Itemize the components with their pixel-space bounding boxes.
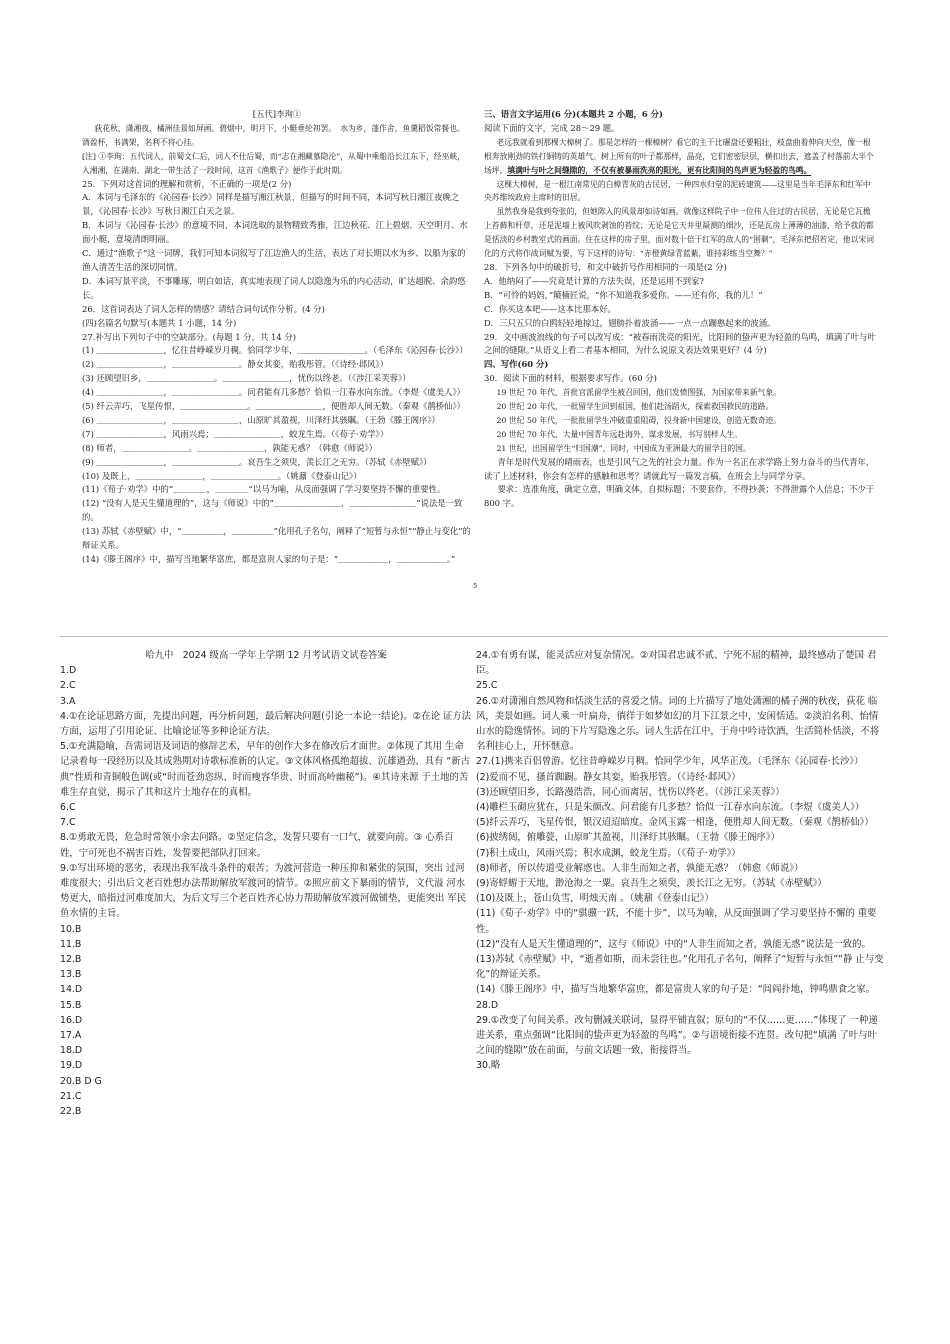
- page-number: 5: [473, 582, 478, 590]
- answer-item: (12)“没有人是天生懂道理的”，这与《师说》中的“人非生而知之者，孰能无惑”说法是一致的。 (13)苏轼《赤壁赋》中，“逝者如斯，而未尝往也。”化用孔子名句，阐释了“短暂与永恒”“静 止与变化”的辩证关系。: [476, 938, 884, 981]
- dictation-item: (1) ＿＿＿＿＿＿＿＿，忆往昔峥嵘岁月稠。恰同学少年，＿＿＿＿＿＿＿＿。（毛泽东《沁园春·长沙》）: [82, 345, 468, 356]
- answer-item: 6.C: [60, 802, 76, 814]
- question-30-stem: 30．阅读下面的材料，根据要求写作。(60 分): [484, 373, 657, 384]
- answer-item: 29.①改变了句间关系。改句删减关联词，显得平铺直叙；原句的“不仅……更……”体现了 一种递进关系，重点强调“比阳间的蛰声更为轻盈的鸟鸣”。②与语境衔接不连贯。改句把“填满 了叶与叶之间的缝隙”放在前面，与前文话题一致，衔接得当。: [476, 1014, 878, 1057]
- question-28-option: A．他纳闷了——究竟是计算的方法失误，还是运用不到家?: [484, 275, 704, 286]
- dictation-item: (13) 苏轼《赤壁赋》中，“＿＿＿＿＿，＿＿＿＿＿”化用孔子名句，阐释了“短暂与永恒”“静止与变化”的辩证关系。: [82, 526, 471, 551]
- section-4-writing-heading: 四、写作(60 分): [484, 359, 549, 370]
- answer-item: 28.D: [476, 999, 499, 1011]
- dictation-item: (5) 纤云弄巧，飞星传恨，＿＿＿＿＿＿＿＿。＿＿＿＿＿＿＿＿，便胜却人间无数。（秦观《鹊桥仙》）: [82, 401, 466, 412]
- dictation-item: (11)《荀子·劝学》中的“＿＿＿＿，＿＿＿＿”以马为喻，从反面强调了学习要坚持不懈的重要性。: [82, 484, 446, 495]
- answer-item: (11)《荀子·劝学》中的“骐骥一跃，不能十步”，以马为喻，从反面强调了学习要坚持不懈的 重要性。: [476, 908, 877, 935]
- answer-item: 8.①勇敢无畏，危急时常领小余去问路。②坚定信念，发誓只要有一口气，就要向前。③ 心系百姓，宁可死也不祸害百姓，发誓要把部队打回来。: [60, 832, 454, 859]
- exam-right-column: [484, 108, 876, 511]
- answer-key-right: [476, 648, 886, 1074]
- writing-requirements: 要求：选准角度，确定立意，明确文体，自拟标题；不要套作，不得抄袭；不得泄露个人信息；不少于 800 字。: [484, 484, 875, 509]
- answer-item: 14.D: [60, 984, 83, 996]
- question-25-stem: 25．下列对这首词的理解和赏析，不正确的一项是(2 分): [82, 178, 292, 189]
- answer-item: 19.D: [60, 1060, 83, 1072]
- poem-text: 荻花秋，潇湘夜，橘洲佳景如屏画。碧烟中，明月下，小艇垂纶初罢。 水为乡，蓬作舍，鱼羹稻饭常餐也。酒盈杯，书满架，名利不将心挂。: [82, 123, 465, 147]
- answer-item: 12.B: [60, 954, 82, 966]
- answer-item: 15.B: [60, 999, 82, 1011]
- section-4-heading: (四)名篇名句默写(本题共 1 小题，14 分): [82, 317, 237, 328]
- question-26: 26．这首词表达了词人怎样的情感？请结合词句试作分析。(4 分): [82, 303, 325, 314]
- answer-item: 5.①充满隐喻，吾需词语及词语的修辞艺术，早年的创作大多在修改后才面世。②体现了其用 生命记录着每一段经历以及其成熟期对诗歌标准新的认定。③文体风格孤绝超拔、沉雄遒劲、具有 “新古典”性质和青铜般色调(或“时而苍劲恣纵、时而瘦容华贵、时而高岭幽秘”)。④其诗来源 于土地的苦难生存直觉，揭示了其和这片土地存在的真相。: [60, 741, 470, 798]
- page-divider: [60, 636, 888, 637]
- answer-item: 18.D: [60, 1045, 83, 1057]
- answer-key-left: [60, 648, 472, 1119]
- answer-item: (14)《滕王阁序》中，描写当地繁华富庶，都是富贵人家的句子是：“闾阎扑地，钟鸣鼎食之家。: [476, 984, 876, 996]
- answer-item: 10.B: [60, 923, 82, 935]
- dictation-item: (3) 还顾望旧乡，＿＿＿＿＿＿＿＿。＿＿＿＿＿＿＿＿，忧伤以终老。（《涉江采芙蓉》）: [82, 373, 411, 384]
- question-28-option: C．你买这本吧——这本比那本好。: [484, 303, 617, 314]
- material-line: 21 世纪，出国留学生“归国潮”，同时，中国成为亚洲最大的留学目的国。: [496, 443, 751, 453]
- material-line: 19 世纪 70 年代，首批官派留学生被召回国，他们发愤图强，为国家带来新气象。: [496, 388, 782, 398]
- dictation-item: (7) ＿＿＿＿＿＿＿＿，风雨兴焉；＿＿＿＿＿＿＿＿，蛟龙生焉。（《荀子·劝学》）: [82, 428, 389, 439]
- dictation-item: (9) ＿＿＿＿＿＿＿＿，＿＿＿＿＿＿＿＿。哀吾生之须臾，羡长江之无穷。（苏轼《赤壁赋》）: [82, 456, 432, 467]
- answer-item: 13.B: [60, 969, 82, 981]
- question-25-option: B．本词与《沁园春·长沙》的意境不同，本词选取的景物精致秀雅，江边秋花、江上碧烟、天空明月、水面小艇，意境清朗明丽。: [82, 220, 468, 245]
- question-28-option: D．三只五只的白鸥轻轻地掠过，翅膀扑着波涌——一点一点蹦憨起来的波涌。: [484, 317, 776, 328]
- question-25-option: A．本词与毛泽东的《沁园春·长沙》同样是描写湘江秋景，但描写的时间不同，本词写秋日湘江夜晚之景，《沁园春·长沙》写秋日湘江白天之景。: [82, 192, 460, 217]
- answer-item: 27.(1)携来百侣曾游。忆往昔峥嵘岁月稠。恰同学少年，风华正茂。（毛泽东《沁园春·长沙》）: [476, 756, 864, 768]
- dictation-item: (4) ＿＿＿＿＿＿＿＿，＿＿＿＿＿＿＿＿。问君能有几多愁？恰似一江春水向东流。（李煜《虞美人》）: [82, 387, 466, 398]
- dictation-item: (10) 及既上，＿＿＿＿＿＿＿＿，＿＿＿＿＿＿＿＿。（姚鼐《登泰山记》）: [82, 470, 362, 481]
- answer-item: (4)雕栏玉砌应犹在，只是朱颜改。问君能有几多愁？恰似一江春水向东流。（李煜《虞美人》）: [476, 802, 865, 814]
- answer-item: 20.B D G: [60, 1075, 102, 1087]
- answer-item: 7.C: [60, 817, 76, 829]
- dictation-item: (2) ＿＿＿＿＿＿＿＿，＿＿＿＿＿＿＿＿。静女其娈，贻我彤管。（《诗经·邶风》）: [82, 359, 389, 370]
- answer-item: (2)爱而不见，搔首踟蹰。静女其娈，贻我彤管。（《诗经·邶风》）: [476, 771, 741, 783]
- dictation-item: (6) ＿＿＿＿＿＿＿＿，＿＿＿＿＿＿＿＿，山原旷其盈视，川泽纡其骇瞩。（王勃《滕王阁序》）: [82, 414, 440, 425]
- passage-paragraph: [484, 136, 876, 178]
- passage-paragraph: 这棵大樟树，是一根江南常见的白樟青灰的古民居，一种四水归堂的泥砖建筑——这里是当年毛泽东和红军中央苏维埃政府主席时的旧居。: [484, 179, 871, 203]
- exam-left-column: [82, 108, 472, 567]
- answer-key-title: 哈九中 2024 级高一学年上学期 12 月考试语文试卷答案: [145, 650, 387, 661]
- answer-item: (7)积土成山，风雨兴焉；积水成渊，蛟龙生焉。（《荀子·劝学》）: [476, 847, 741, 859]
- answer-item: 3.A: [60, 695, 76, 707]
- writing-prompt: 青年是时代发展的晴雨表，也是引风气之先的社会力量。作为一名正在求学路上努力奋斗的当代青年，读了上述材料，你会有怎样的感触和思考？请就此写一篇发言稿，在班会上与同学分享。: [484, 456, 875, 481]
- poem-title: [五代]李珣①: [252, 109, 302, 119]
- question-29: 29．文中画波浪线的句子可以改写成：“被春雨洗亮的阳光，比阳间的蛰声更为轻盈的鸟鸣，填满了叶与叶之间的缝隙。”从语义上看二者基本相同，为什么说原文表达效果更好？(4 分): [484, 331, 876, 356]
- question-28-option: B．“可怜的妈妈，”簸楠匠说，“你不知道我多爱你。——还有你，我的儿！”: [484, 289, 763, 300]
- answer-item: (3)还顾望旧乡，长路漫浩浩，同心而离居，忧伤以终老。（《涉江采芙蓉》）: [476, 786, 785, 798]
- answer-item: 4.①在论证思路方面，先提出问题，再分析问题，最后解决问题(引论一本论一结论)。②在论 证方法方面，运用了引用论证、比喻论证等多种论证方法。: [60, 710, 472, 738]
- answer-item: 9.①写出环境的恶劣，表现出我军战斗条件的艰苦；为渡河营造一种压抑和紧张的氛围，突出 过河难度很大；引出后文老百姓想办法帮助解放军渡河的情节。②照应前文下暴雨的情节，文代溢 河水势更大，暗指过河难度加大，为后文写三个老百姓齐心协力帮助解放军渡河做铺垫，更能突出 军民鱼水情的主旨。: [60, 862, 467, 920]
- section-3-heading: 三、语言文字运用(6 分)(本题共 2 小题，6 分): [484, 109, 663, 119]
- dictation-item: (8) 师者，＿＿＿＿＿＿＿＿。＿＿＿＿＿＿＿＿，孰能无惑？（韩愈《师说》）: [82, 442, 378, 453]
- answer-item: 17.A: [60, 1030, 82, 1042]
- question-25-option: D．本词写景平淡，不事雕琢，明白如话，真实地表现了词人以隐逸为乐的内心活动，旷达超脱、余韵悠长。: [82, 275, 466, 300]
- wavy-underlined-sentence: 填满叶与叶之间缝隙的，不仅有被暴雨洗亮的阳光，更有比阳间的鸟声更为轻盈的鸟鸣。: [507, 165, 812, 175]
- material-line: 20 世纪 20 年代，一批留学生回到祖国，他们赴汤蹈火，探索救国救民的道路。: [496, 402, 774, 412]
- question-25-option: C．通过“渔歌子”这一词牌，我们可知本词叙写了江边渔人的生活，表达了对长期以水为乡、以船为家的渔人清苦生活的深切同情。: [82, 248, 466, 272]
- answer-item: 22.B: [60, 1106, 82, 1118]
- answer-item: 1.D: [60, 665, 77, 677]
- answer-item: 2.C: [60, 680, 76, 692]
- dictation-item: (14)《滕王阁序》中，描写当地繁华富庶，都是富贵人家的句子是：“＿＿＿＿＿＿，＿＿＿＿＿＿。”: [82, 554, 456, 564]
- question-28-stem: 28．下列各句中的破折号，和文中破折号作用相同的一项是(2 分): [484, 261, 727, 272]
- question-27-stem: 27.补写出下列句子中的空缺部分。(每题 1 分，共 14 分): [82, 331, 296, 342]
- answer-item: (5)纤云弄巧，飞星传恨，银汉迢迢暗度。金风玉露一相逢，便胜却人间无数。（秦观《鹊桥仙》）: [476, 817, 874, 829]
- answer-item: 11.B: [60, 938, 82, 950]
- answer-item: (9)寄蜉蝣于天地，渺沧海之一粟。哀吾生之须臾，羡长江之无穷。（苏轼《赤壁赋》）: [476, 878, 827, 890]
- answer-item: (10)及既上，苍山负雪，明烛天南 。（姚鼐《登泰山记》）: [476, 893, 714, 905]
- answer-item: 25.C: [476, 680, 498, 692]
- dictation-item: (12) “没有人是天生懂道理的”，这与《师说》中的“＿＿＿＿＿＿＿＿，＿＿＿＿＿＿＿＿”说法是一致的。: [82, 498, 463, 523]
- answer-item: (6)披绣闼，俯雕甍，山原旷其盈视，川泽纡其骇瞩。（王勃《滕王阁序》）: [476, 832, 780, 844]
- material-line: 20 世纪 70 年代，大量中国青年远赴海外，谋求发展，书写别样人生。: [496, 429, 743, 439]
- passage-text: 老远我就看到那棵大樟树了。那是怎样的一棵樟树？看它的主干比碾盘还要粗壮，枝盘曲着伸向天空，像一根根奔放刚劲的铁打铜铸的英雄气。树上所有的叶子都那样，晶亮，它们密密层层，横扣出去，遮盖了村落前大半个场坪，: [484, 137, 874, 175]
- poem-note: [注] ①李珣：五代词人，前蜀文仁后，词人不仕后蜀，而“志在湘藏慕隐沦”，从蜀中乘船沿长江东下，经巫峡，入湘湘，在湖南、湖北一带生活了一段时间，这首《渔歌子》便作于此时期。: [82, 151, 465, 175]
- answer-item: (8)师者，所以传道受业解惑也。人非生而知之者，孰能无惑？（韩愈《师说》）: [476, 862, 804, 874]
- material-line: 20 世纪 50 年代，一批批留学生冲破重重阻碍，投身新中国建设，创造无数奇迹。: [496, 415, 782, 425]
- answer-item: 16.D: [60, 1014, 83, 1026]
- passage-paragraph: 虽然我身是我到夸张的，但她陈入的风景却如诗如画。就像这样院子中一位伟人住过的古民居，无论是它瓦檐上苔藓和杆草，还是泥墙上被风吹剥蚀的苔纹；无论是它天井里凝测的细沙，还是瓦房上薄薄的油漆，给予我的都是恬淡的乡村教室式的画面。住在这样的房子里，面对数十倍于红军的敌人的“围剿”，毛泽东把招若定，他以宋词化的方式将作战词赋为要，写下这样的诗句：“赤橙黄绿青蓝紫，谁持彩练当空舞？”: [484, 207, 875, 259]
- answer-item: 26.①对潇湘自然风物和恬淡生活的喜爱之情。词的上片描写了地处潇湘的橘子洲的秋夜，荻花 临风，美景如画。词人乘一叶扁舟，徜徉于如梦如幻的月下江景之中，安闲恬适。②淡泊名利、怡情山水的隐逸情怀。词的下片写隐逸之乐。词人生活在江中，于舟中吟诗饮酒，生活简朴恬淡，不将名利挂心上，开怀惬意。: [476, 695, 880, 753]
- answer-item: 30.略: [476, 1060, 501, 1072]
- answer-item: 21.C: [60, 1090, 82, 1102]
- answer-item: 24.①有勇有谋，能灵活应对复杂情况。②对国君忠诚不贰、宁死不屈的精神，最终感动了楚国 君臣。: [476, 650, 877, 677]
- reading-intro: 阅读下面的文字，完成 28～29 题。: [484, 122, 620, 133]
